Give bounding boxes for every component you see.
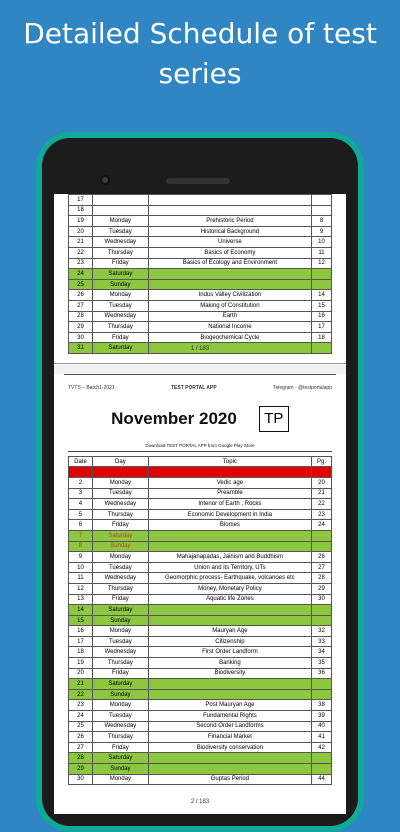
cell-topic <box>148 205 311 216</box>
cell-day: Monday <box>92 552 148 563</box>
cell-day: Monday <box>92 216 148 227</box>
table-row <box>69 290 332 301</box>
cell-pg <box>312 467 332 478</box>
cell-day: Sunday <box>92 541 148 552</box>
cell-date: 18 <box>69 647 93 658</box>
download-underline <box>68 451 332 452</box>
header-center: TEST PORTAL APP <box>170 385 217 391</box>
pdf-page-1 <box>54 194 346 364</box>
cell-date: 20 <box>69 226 93 237</box>
table-row <box>69 279 332 290</box>
cell-day: Sunday <box>92 689 148 700</box>
cell-topic: Indus Valley Civilization <box>148 290 311 301</box>
cell-day: Monday <box>92 700 148 711</box>
cell-pg: 35 <box>312 658 332 669</box>
table-row <box>69 562 332 573</box>
cell-date: 24 <box>69 711 93 722</box>
cell-day: Monday <box>92 774 148 785</box>
table-row <box>69 764 332 775</box>
table-row <box>69 774 332 785</box>
table-row <box>69 689 332 700</box>
table-row <box>69 477 332 488</box>
cell-topic: Post Mauryan Age <box>148 700 311 711</box>
cell-topic: Aquatic life Zones <box>148 594 311 605</box>
cell-pg: 10 <box>312 237 332 248</box>
cell-topic: Banking <box>148 658 311 669</box>
cell-day: Tuesday <box>92 488 148 499</box>
header-right: Telegram - @testportalapp <box>272 385 332 391</box>
cell-day: Sunday <box>92 467 148 478</box>
cell-date: 23 <box>69 700 93 711</box>
cell-date: 13 <box>69 594 93 605</box>
cell-day: Thursday <box>92 509 148 520</box>
cell-date: 15 <box>69 615 93 626</box>
cell-topic <box>148 530 311 541</box>
cell-date: 22 <box>69 689 93 700</box>
cell-date: 10 <box>69 562 93 573</box>
cell-topic <box>148 753 311 764</box>
phone-frame <box>36 132 364 832</box>
cell-date: 24 <box>69 269 93 280</box>
table-row <box>69 742 332 753</box>
cell-topic: Biogeochemical Cycle <box>148 332 311 343</box>
table-row <box>69 195 332 206</box>
cell-day: Friday <box>92 594 148 605</box>
pdf-page-2 <box>54 374 346 814</box>
cell-date: 25 <box>69 721 93 732</box>
cell-day: Thursday <box>92 322 148 333</box>
phone-body <box>42 138 358 826</box>
cell-day: Friday <box>92 520 148 531</box>
cell-topic: Making of Constitution <box>148 300 311 311</box>
cell-topic <box>148 279 311 290</box>
cell-day: Monday <box>92 477 148 488</box>
cell-date: 19 <box>69 216 93 227</box>
cell-topic: Economic Development in India <box>148 509 311 520</box>
cell-pg: 28 <box>312 573 332 584</box>
cell-date: 27 <box>69 300 93 311</box>
cell-topic: First Order Landform <box>148 647 311 658</box>
cell-day <box>92 195 148 206</box>
cell-day: Thursday <box>92 658 148 669</box>
cell-pg <box>312 530 332 541</box>
cell-pg: 17 <box>312 322 332 333</box>
cell-pg <box>312 689 332 700</box>
table-row <box>69 269 332 280</box>
cell-date: 4 <box>69 499 93 510</box>
cell-pg: 8 <box>312 216 332 227</box>
cell-topic <box>148 467 311 478</box>
cell-pg: 36 <box>312 668 332 679</box>
table-row <box>69 216 332 227</box>
cell-topic: Mauryan Age <box>148 626 311 637</box>
download-note: Download TEST PORTAL APP from Google Play Store <box>145 443 255 448</box>
cell-date: 22 <box>69 247 93 258</box>
table-row <box>69 552 332 563</box>
cell-pg: 40 <box>312 721 332 732</box>
cell-topic: Financial Market <box>148 732 311 743</box>
cell-day: Saturday <box>92 269 148 280</box>
cell-topic <box>148 689 311 700</box>
header-left: TVTS – Batch1-2021 <box>68 385 115 391</box>
cell-topic <box>148 541 311 552</box>
cell-topic: Mahajanapadas, Jainism and Buddhism <box>148 552 311 563</box>
cell-date: 25 <box>69 279 93 290</box>
cell-day: Saturday <box>92 679 148 690</box>
cell-day: Wednesday <box>92 573 148 584</box>
cell-day: Monday <box>92 290 148 301</box>
cell-date: 14 <box>69 605 93 616</box>
cell-topic: Second Order Landforms <box>148 721 311 732</box>
cell-day: Monday <box>92 626 148 637</box>
cell-pg: 32 <box>312 626 332 637</box>
schedule-table-november <box>68 456 332 785</box>
table-row <box>69 732 332 743</box>
cell-topic <box>148 679 311 690</box>
cell-topic: Universe <box>148 237 311 248</box>
table-row <box>69 530 332 541</box>
schedule-table-october <box>68 194 332 354</box>
cell-day: Sunday <box>92 615 148 626</box>
cell-topic: Fundamental Rights <box>148 711 311 722</box>
cell-topic: Prehistoric Period <box>148 216 311 227</box>
cell-topic <box>148 764 311 775</box>
table-row <box>69 615 332 626</box>
table-row <box>69 605 332 616</box>
cell-day <box>92 205 148 216</box>
cell-topic: Earth <box>148 311 311 322</box>
table-row <box>69 332 332 343</box>
cell-date: 31 <box>69 343 93 354</box>
cell-pg: 27 <box>312 562 332 573</box>
table-row <box>69 573 332 584</box>
table-row <box>69 300 332 311</box>
cell-pg: 21 <box>312 488 332 499</box>
cell-topic <box>148 615 311 626</box>
cell-day: Wednesday <box>92 311 148 322</box>
cell-date: 11 <box>69 573 93 584</box>
cell-pg <box>312 615 332 626</box>
cell-pg <box>312 269 332 280</box>
cell-topic: Interior of Earth , Rocks <box>148 499 311 510</box>
cell-date: 2 <box>69 477 93 488</box>
table-row <box>69 311 332 322</box>
cell-topic: Biomes <box>148 520 311 531</box>
cell-day: Tuesday <box>92 562 148 573</box>
cell-topic: Money, Monetary Policy <box>148 583 311 594</box>
cell-pg: 12 <box>312 258 332 269</box>
cell-topic: Union and its Territory, UTs <box>148 562 311 573</box>
cell-date: 9 <box>69 552 93 563</box>
cell-date: 29 <box>69 322 93 333</box>
cell-pg: 11 <box>312 247 332 258</box>
cell-topic: Basics of Economy <box>148 247 311 258</box>
cell-pg <box>312 205 332 216</box>
cell-date: 12 <box>69 583 93 594</box>
cell-topic: National Income <box>148 322 311 333</box>
cell-pg: 9 <box>312 226 332 237</box>
cell-pg: 24 <box>312 520 332 531</box>
cell-pg <box>312 679 332 690</box>
tp-logo: TP <box>259 406 289 432</box>
cell-pg: 20 <box>312 477 332 488</box>
cell-date: 20 <box>69 668 93 679</box>
table-row <box>69 520 332 531</box>
cell-pg: 30 <box>312 594 332 605</box>
table-row <box>69 658 332 669</box>
cell-date: 30 <box>69 774 93 785</box>
cell-date: 18 <box>69 205 93 216</box>
cell-pg: 23 <box>312 509 332 520</box>
cell-date: 29 <box>69 764 93 775</box>
cell-pg <box>312 605 332 616</box>
table-row <box>69 247 332 258</box>
cell-date: 26 <box>69 290 93 301</box>
cell-pg <box>312 541 332 552</box>
column-header-day: Day <box>92 456 148 467</box>
cell-date: 1 <box>69 467 93 478</box>
cell-date: 8 <box>69 541 93 552</box>
table-row <box>69 237 332 248</box>
cell-day: Friday <box>92 668 148 679</box>
cell-pg <box>312 764 332 775</box>
cell-pg: 29 <box>312 583 332 594</box>
cell-date: 28 <box>69 753 93 764</box>
cell-pg: 39 <box>312 711 332 722</box>
cell-topic: Biodiversity conservation <box>148 742 311 753</box>
page-number: 1 / 183 <box>190 346 210 352</box>
cell-date: 21 <box>69 679 93 690</box>
cell-day: Wednesday <box>92 237 148 248</box>
table-row <box>69 467 332 478</box>
cell-day: Wednesday <box>92 721 148 732</box>
table-row <box>69 636 332 647</box>
cell-topic: Citizenship <box>148 636 311 647</box>
cell-topic: Preamble <box>148 488 311 499</box>
column-header-topic: Topic <box>148 456 311 467</box>
cell-date: 28 <box>69 311 93 322</box>
table-row <box>69 583 332 594</box>
cell-pg: 14 <box>312 290 332 301</box>
cell-pg: 22 <box>312 499 332 510</box>
cell-topic: Geomorphic process- Earthquake, volcanoes etc <box>148 573 311 584</box>
cell-topic <box>148 195 311 206</box>
table-row <box>69 753 332 764</box>
page-header <box>54 375 346 391</box>
cell-date: 17 <box>69 195 93 206</box>
cell-topic: Historical Background <box>148 226 311 237</box>
cell-day: Tuesday <box>92 226 148 237</box>
column-header-date: Date <box>69 456 93 467</box>
table-row <box>69 541 332 552</box>
cell-day: Friday <box>92 258 148 269</box>
cell-pg: 44 <box>312 774 332 785</box>
cell-topic: Vedic age <box>148 477 311 488</box>
cell-day: Tuesday <box>92 711 148 722</box>
cell-date: 6 <box>69 520 93 531</box>
cell-pg: 18 <box>312 332 332 343</box>
month-title: November 2020 <box>111 409 237 428</box>
cell-day: Saturday <box>92 605 148 616</box>
cell-day: Wednesday <box>92 647 148 658</box>
month-heading <box>54 405 346 433</box>
cell-day: Sunday <box>92 279 148 290</box>
table-row <box>69 226 332 237</box>
page-number: 2 / 183 <box>190 799 210 805</box>
table-row <box>69 721 332 732</box>
cell-day: Friday <box>92 332 148 343</box>
cell-pg: 33 <box>312 636 332 647</box>
column-header-pg: Pg. <box>312 456 332 467</box>
cell-day: Tuesday <box>92 300 148 311</box>
table-row <box>69 499 332 510</box>
cell-day: Tuesday <box>92 636 148 647</box>
cell-date: 30 <box>69 332 93 343</box>
cell-pg <box>312 753 332 764</box>
table-row <box>69 626 332 637</box>
cell-day: Thursday <box>92 583 148 594</box>
cell-pg <box>312 195 332 206</box>
cell-day: Saturday <box>92 753 148 764</box>
cell-pg: 38 <box>312 700 332 711</box>
table-row <box>69 679 332 690</box>
speaker-grille <box>166 178 230 184</box>
camera-icon <box>100 175 110 185</box>
cell-date: 19 <box>69 658 93 669</box>
table-row <box>69 594 332 605</box>
cell-day: Wednesday <box>92 499 148 510</box>
cell-date: 23 <box>69 258 93 269</box>
cell-day: Saturday <box>92 343 148 354</box>
cell-pg: 16 <box>312 311 332 322</box>
cell-topic <box>148 605 311 616</box>
cell-date: 26 <box>69 732 93 743</box>
table-row <box>69 258 332 269</box>
cell-date: 3 <box>69 488 93 499</box>
table-row <box>69 205 332 216</box>
cell-pg: 42 <box>312 742 332 753</box>
table-row <box>69 509 332 520</box>
cell-day: Friday <box>92 742 148 753</box>
pdf-viewer[interactable] <box>54 194 346 814</box>
cell-day: Sunday <box>92 764 148 775</box>
table-row <box>69 647 332 658</box>
cell-pg: 41 <box>312 732 332 743</box>
cell-topic: Basics of Ecology and Environment <box>148 258 311 269</box>
cell-date: 27 <box>69 742 93 753</box>
cell-day: Thursday <box>92 247 148 258</box>
table-header-row <box>69 456 332 467</box>
cell-topic: Biodiversity <box>148 668 311 679</box>
cell-pg: 34 <box>312 647 332 658</box>
cell-date: 21 <box>69 237 93 248</box>
cell-date: 5 <box>69 509 93 520</box>
cell-pg: 26 <box>312 552 332 563</box>
cell-pg: 15 <box>312 300 332 311</box>
table-row <box>69 668 332 679</box>
headline: Detailed Schedule of test series <box>23 17 377 90</box>
cell-topic: Guptas Period <box>148 774 311 785</box>
table-row <box>69 322 332 333</box>
cell-date: 7 <box>69 530 93 541</box>
cell-pg <box>312 279 332 290</box>
cell-date: 17 <box>69 636 93 647</box>
cell-day: Thursday <box>92 732 148 743</box>
table-row <box>69 711 332 722</box>
table-row <box>69 488 332 499</box>
table-row <box>69 700 332 711</box>
cell-topic <box>148 269 311 280</box>
cell-date: 16 <box>69 626 93 637</box>
cell-day: Saturday <box>92 530 148 541</box>
